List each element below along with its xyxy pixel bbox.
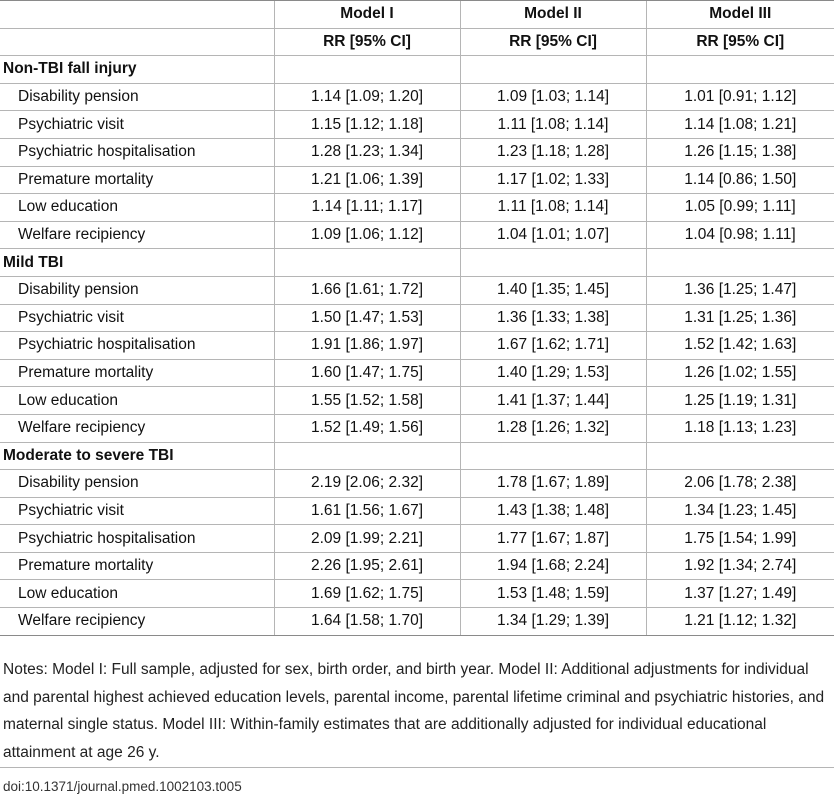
model-i-header: Model I <box>274 1 460 29</box>
outcome-label: Psychiatric hospitalisation <box>0 332 274 360</box>
rr-value-cell: 1.52 [1.49; 1.56] <box>274 414 460 442</box>
rr-value-cell: 1.14 [1.08; 1.21] <box>646 111 834 139</box>
outcome-label: Premature mortality <box>0 552 274 580</box>
table-row <box>0 304 834 332</box>
rr-value-cell: 1.14 [1.11; 1.17] <box>274 194 460 222</box>
metric-header: RR [95% CI] <box>646 28 834 56</box>
rr-value-cell: 1.31 [1.25; 1.36] <box>646 304 834 332</box>
rr-value-cell: 1.21 [1.12; 1.32] <box>646 608 834 636</box>
table-body <box>0 56 834 635</box>
rr-value-cell: 1.14 [1.09; 1.20] <box>274 83 460 111</box>
outcome-label: Low education <box>0 194 274 222</box>
outcome-label: Psychiatric hospitalisation <box>0 525 274 553</box>
rr-value-cell: 1.37 [1.27; 1.49] <box>646 580 834 608</box>
empty-cell <box>646 249 834 277</box>
rr-value-cell: 1.28 [1.23; 1.34] <box>274 138 460 166</box>
outcome-label: Psychiatric visit <box>0 304 274 332</box>
outcome-label: Low education <box>0 387 274 415</box>
metric-header: RR [95% CI] <box>460 28 646 56</box>
group-label: Non-TBI fall injury <box>0 56 274 84</box>
rr-value-cell: 1.94 [1.68; 2.24] <box>460 552 646 580</box>
rr-value-cell: 1.11 [1.08; 1.14] <box>460 194 646 222</box>
table-row <box>0 414 834 442</box>
group-label: Mild TBI <box>0 249 274 277</box>
table-row <box>0 497 834 525</box>
rr-value-cell: 1.92 [1.34; 2.74] <box>646 552 834 580</box>
rr-value-cell: 1.34 [1.29; 1.39] <box>460 608 646 636</box>
table-row <box>0 83 834 111</box>
rr-value-cell: 1.41 [1.37; 1.44] <box>460 387 646 415</box>
header-blank-cell <box>0 1 274 29</box>
group-header-row <box>0 249 834 277</box>
table-row <box>0 608 834 636</box>
metric-header: RR [95% CI] <box>274 28 460 56</box>
rr-value-cell: 1.67 [1.62; 1.71] <box>460 332 646 360</box>
outcome-label: Welfare recipiency <box>0 414 274 442</box>
rr-value-cell: 2.06 [1.78; 2.38] <box>646 470 834 498</box>
rr-value-cell: 1.04 [0.98; 1.11] <box>646 221 834 249</box>
group-label: Moderate to severe TBI <box>0 442 274 470</box>
rr-value-cell: 1.21 [1.06; 1.39] <box>274 166 460 194</box>
table-notes: Notes: Model I: Full sample, adjusted for sex, birth order, and birth year. Model II: Additional adjustments for individual and parental highest achieved education levels, parental income, parental lifetime criminal and psychiatric histories, and maternal single status. Model III: Within-family estimates that are additionally adjusted for individual educational attainment at age 26 y. <box>3 661 825 761</box>
table-row <box>0 221 834 249</box>
metric-header-row <box>0 28 834 56</box>
table-row <box>0 359 834 387</box>
rr-value-cell: 1.36 [1.33; 1.38] <box>460 304 646 332</box>
table-row <box>0 166 834 194</box>
table-row <box>0 470 834 498</box>
rr-value-cell: 1.40 [1.29; 1.53] <box>460 359 646 387</box>
table-row <box>0 138 834 166</box>
rr-value-cell: 1.09 [1.03; 1.14] <box>460 83 646 111</box>
empty-cell <box>460 442 646 470</box>
rr-value-cell: 1.28 [1.26; 1.32] <box>460 414 646 442</box>
table-row <box>0 552 834 580</box>
table-row <box>0 276 834 304</box>
outcome-label: Welfare recipiency <box>0 608 274 636</box>
table-row <box>0 332 834 360</box>
outcome-label: Premature mortality <box>0 359 274 387</box>
model-ii-header: Model II <box>460 1 646 29</box>
outcome-label: Disability pension <box>0 470 274 498</box>
empty-cell <box>646 442 834 470</box>
rr-value-cell: 1.01 [0.91; 1.12] <box>646 83 834 111</box>
rr-value-cell: 1.75 [1.54; 1.99] <box>646 525 834 553</box>
rr-value-cell: 1.43 [1.38; 1.48] <box>460 497 646 525</box>
rr-value-cell: 1.66 [1.61; 1.72] <box>274 276 460 304</box>
empty-cell <box>274 442 460 470</box>
outcome-label: Psychiatric visit <box>0 497 274 525</box>
rr-value-cell: 1.09 [1.06; 1.12] <box>274 221 460 249</box>
rr-value-cell: 1.34 [1.23; 1.45] <box>646 497 834 525</box>
rr-value-cell: 2.26 [1.95; 2.61] <box>274 552 460 580</box>
rr-value-cell: 1.05 [0.99; 1.11] <box>646 194 834 222</box>
outcome-label: Psychiatric hospitalisation <box>0 138 274 166</box>
empty-cell <box>274 249 460 277</box>
empty-cell <box>460 56 646 84</box>
rr-value-cell: 1.04 [1.01; 1.07] <box>460 221 646 249</box>
outcome-label: Welfare recipiency <box>0 221 274 249</box>
doi-link[interactable]: doi:10.1371/journal.pmed.1002103.t005 <box>3 779 242 794</box>
empty-cell <box>646 56 834 84</box>
model-header-row <box>0 1 834 29</box>
empty-cell <box>274 56 460 84</box>
outcome-label: Disability pension <box>0 83 274 111</box>
rr-value-cell: 1.17 [1.02; 1.33] <box>460 166 646 194</box>
rr-value-cell: 1.60 [1.47; 1.75] <box>274 359 460 387</box>
rr-value-cell: 1.15 [1.12; 1.18] <box>274 111 460 139</box>
rr-value-cell: 1.36 [1.25; 1.47] <box>646 276 834 304</box>
rr-value-cell: 2.09 [1.99; 2.21] <box>274 525 460 553</box>
table-row <box>0 525 834 553</box>
rr-value-cell: 1.11 [1.08; 1.14] <box>460 111 646 139</box>
rr-value-cell: 1.69 [1.62; 1.75] <box>274 580 460 608</box>
header-blank-cell <box>0 28 274 56</box>
rr-value-cell: 1.77 [1.67; 1.87] <box>460 525 646 553</box>
rr-value-cell: 1.23 [1.18; 1.28] <box>460 138 646 166</box>
rr-value-cell: 1.55 [1.52; 1.58] <box>274 387 460 415</box>
rr-value-cell: 1.91 [1.86; 1.97] <box>274 332 460 360</box>
rr-value-cell: 1.14 [0.86; 1.50] <box>646 166 834 194</box>
table-row <box>0 580 834 608</box>
rr-value-cell: 2.19 [2.06; 2.32] <box>274 470 460 498</box>
model-iii-header: Model III <box>646 1 834 29</box>
outcome-label: Disability pension <box>0 276 274 304</box>
table-row <box>0 111 834 139</box>
rr-value-cell: 1.26 [1.02; 1.55] <box>646 359 834 387</box>
table-row <box>0 387 834 415</box>
rr-value-cell: 1.18 [1.13; 1.23] <box>646 414 834 442</box>
rr-value-cell: 1.52 [1.42; 1.63] <box>646 332 834 360</box>
rr-value-cell: 1.61 [1.56; 1.67] <box>274 497 460 525</box>
outcome-label: Low education <box>0 580 274 608</box>
group-header-row <box>0 56 834 84</box>
rr-value-cell: 1.40 [1.35; 1.45] <box>460 276 646 304</box>
rr-value-cell: 1.78 [1.67; 1.89] <box>460 470 646 498</box>
empty-cell <box>460 249 646 277</box>
table-row <box>0 194 834 222</box>
outcome-label: Psychiatric visit <box>0 111 274 139</box>
outcome-label: Premature mortality <box>0 166 274 194</box>
divider <box>0 767 834 768</box>
rr-value-cell: 1.26 [1.15; 1.38] <box>646 138 834 166</box>
rr-value-cell: 1.25 [1.19; 1.31] <box>646 387 834 415</box>
rr-value-cell: 1.50 [1.47; 1.53] <box>274 304 460 332</box>
group-header-row <box>0 442 834 470</box>
rr-value-cell: 1.53 [1.48; 1.59] <box>460 580 646 608</box>
rr-value-cell: 1.64 [1.58; 1.70] <box>274 608 460 636</box>
